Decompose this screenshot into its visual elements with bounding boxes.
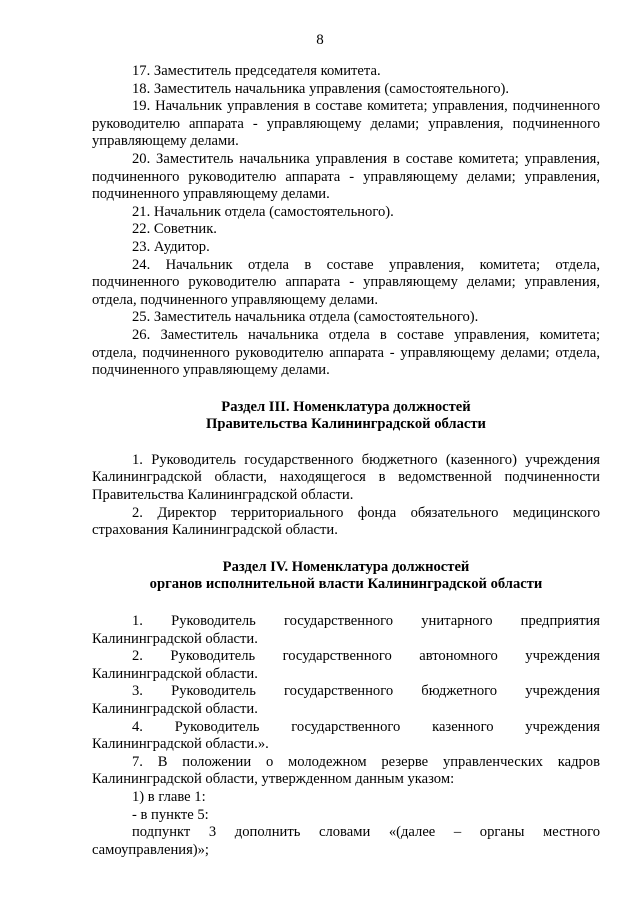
list-item: 22. Советник. bbox=[132, 221, 217, 238]
list-item: 3. Руководитель государственного бюджетного учреждения Калининградской области. bbox=[92, 683, 600, 717]
section-heading-subtitle: органов исполнительной власти Калининградской области bbox=[149, 576, 543, 593]
section-heading: Раздел IV. Номенклатура должностей bbox=[222, 558, 470, 575]
list-item: 20. Заместитель начальника управления в составе комитета; управления, подчиненного руководителю аппарата - управляющему делами; управления, подчиненного управляющему делами. bbox=[92, 150, 600, 203]
list-item: 2. Директор территориального фонда обязательного медицинского страхования Калининградской области. bbox=[92, 504, 600, 539]
list-item: 1. Руководитель государственного бюджетного (казенного) учреждения Калининградской области, находящегося в ведомственной подчиненности Правительства Калининградской области. bbox=[92, 451, 600, 504]
list-item: 2. Руководитель государственного автономного учреждения Калининградской области. bbox=[92, 648, 600, 682]
list-item: 26. Заместитель начальника отдела в составе управления, комитета; отдела, подчиненного руководителю аппарата - управляющему делами; отдела, подчиненного управляющему делами. bbox=[92, 326, 600, 379]
list-item: 4. Руководитель государственного казенного учреждения Калининградской области.». bbox=[92, 718, 600, 753]
section-heading: Раздел III. Номенклатура должностей bbox=[221, 398, 471, 415]
amendment-paragraph: подпункт 3 дополнить словами «(далее – органы местного самоуправления)»; bbox=[92, 824, 600, 858]
list-item: 24. Начальник отдела в составе управления, комитета; отдела, подчиненного руководителю аппарата - управляющему делами; управления, отдела, подчиненного управляющему делами. bbox=[92, 256, 600, 308]
amendment-paragraph: 1) в главе 1: bbox=[132, 788, 206, 805]
list-item: 25. Заместитель начальника отдела (самостоятельного). bbox=[132, 309, 479, 326]
page-number: 8 bbox=[316, 32, 324, 48]
amendment-paragraph: 7. В положении о молодежном резерве управленческих кадров Калининградской области, утвержденном данным указом: bbox=[92, 753, 600, 788]
list-item: 21. Начальник отдела (самостоятельного). bbox=[132, 203, 394, 220]
list-item: 18. Заместитель начальника управления (самостоятельного). bbox=[132, 80, 509, 97]
list-item: 17. Заместитель председателя комитета. bbox=[132, 63, 381, 79]
list-item: 1. Руководитель государственного унитарного предприятия Калининградской области. bbox=[92, 613, 600, 647]
amendment-paragraph: - в пункте 5: bbox=[132, 806, 209, 823]
list-item: 19. Начальник управления в составе комитета; управления, подчиненного руководителю аппарата - управляющему делами; управления, подчиненного управляющему делами. bbox=[92, 98, 600, 150]
document-body bbox=[92, 63, 600, 859]
section-heading-subtitle: Правительства Калининградской области bbox=[206, 416, 486, 433]
list-item: 23. Аудитор. bbox=[132, 238, 210, 255]
